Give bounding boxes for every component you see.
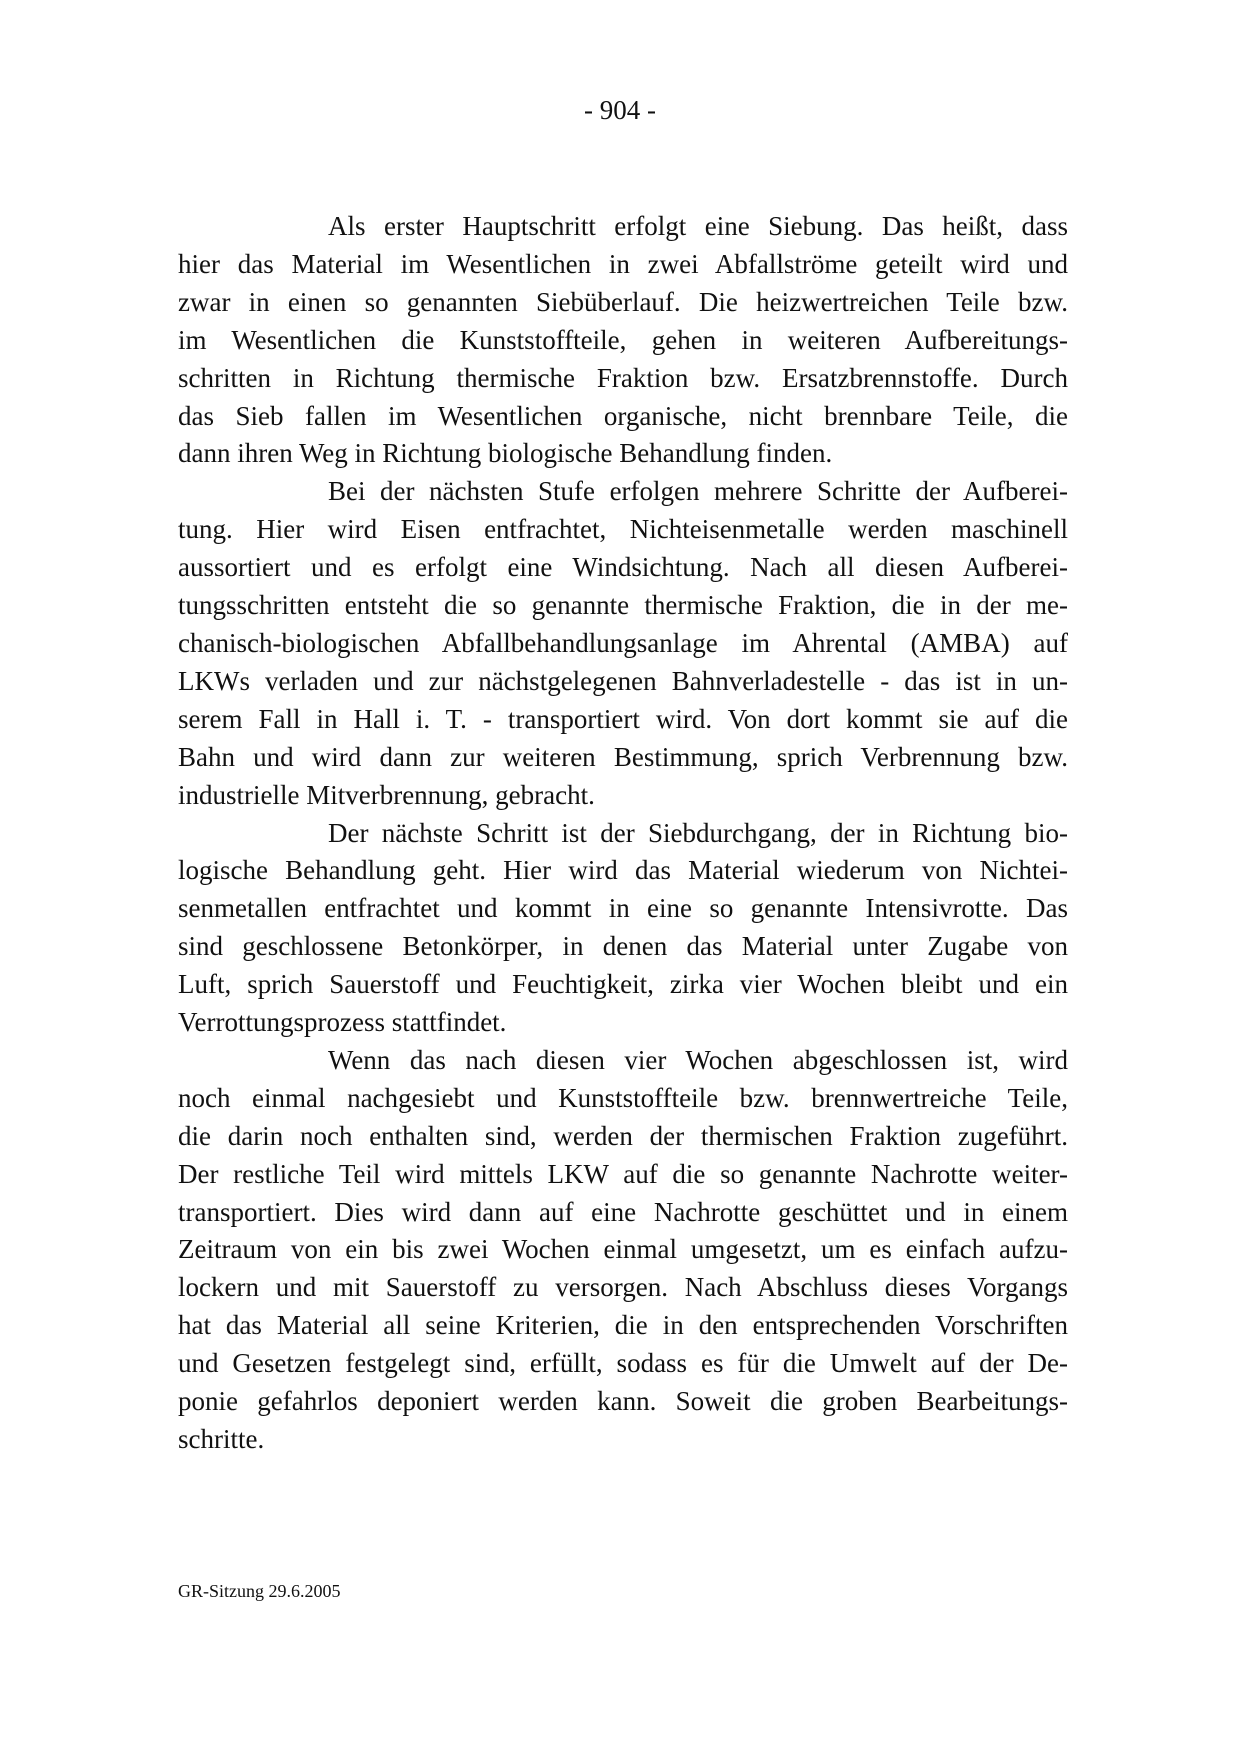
text-line: die darin noch enthalten sind, werden der thermischen Fraktion zugeführt. xyxy=(178,1120,1068,1151)
paragraph xyxy=(178,473,1068,814)
text-line: Zeitraum von ein bis zwei Wochen einmal umgesetzt, um es einfach aufzu- xyxy=(178,1234,1068,1265)
text-line: aussortiert und es erfolgt eine Windsichtung. Nach all diesen Aufberei- xyxy=(178,552,1068,583)
text-line: serem Fall in Hall i. T. - transportiert wird. Von dort kommt sie auf die xyxy=(178,703,1068,734)
text-line: industrielle Mitverbrennung, gebracht. xyxy=(178,779,595,810)
text-line: Verrottungsprozess stattfindet. xyxy=(178,1007,507,1038)
text-line: lockern und mit Sauerstoff zu versorgen. Nach Abschluss dieses Vorgangs xyxy=(178,1272,1068,1303)
text-line: Luft, sprich Sauerstoff und Feuchtigkeit, zirka vier Wochen bleibt und ein xyxy=(178,969,1068,1000)
body-text xyxy=(178,208,1068,1459)
text-line: noch einmal nachgesiebt und Kunststoffteile bzw. brennwertreiche Teile, xyxy=(178,1082,1068,1113)
paragraph xyxy=(178,815,1068,1042)
text-line: zwar in einen so genannten Siebüberlauf. Die heizwertreichen Teile bzw. xyxy=(178,286,1068,317)
text-line: Bahn und wird dann zur weiteren Bestimmung, sprich Verbrennung bzw. xyxy=(178,741,1068,772)
text-line: Der nächste Schritt ist der Siebdurchgang, der in Richtung bio- xyxy=(328,817,1068,848)
text-line: dann ihren Weg in Richtung biologische Behandlung finden. xyxy=(178,438,833,469)
text-line: logische Behandlung geht. Hier wird das Material wiederum von Nichtei- xyxy=(178,855,1068,886)
text-line: das Sieb fallen im Wesentlichen organische, nicht brennbare Teile, die xyxy=(178,400,1068,431)
page-number: - 904 - xyxy=(584,95,656,125)
text-line: tungsschritten entsteht die so genannte thermische Fraktion, die in der me- xyxy=(178,590,1068,621)
text-line: schritten in Richtung thermische Fraktion bzw. Ersatzbrennstoffe. Durch xyxy=(178,362,1068,393)
text-line: tung. Hier wird Eisen entfrachtet, Nichteisenmetalle werden maschinell xyxy=(178,514,1068,545)
paragraph xyxy=(178,208,1068,473)
text-line: Wenn das nach diesen vier Wochen abgeschlossen ist, wird xyxy=(328,1044,1068,1075)
text-line: sind geschlossene Betonkörper, in denen das Material unter Zugabe von xyxy=(178,931,1068,962)
text-line: Der restliche Teil wird mittels LKW auf die so genannte Nachrotte weiter- xyxy=(178,1158,1068,1189)
text-line: und Gesetzen festgelegt sind, erfüllt, sodass es für die Umwelt auf der De- xyxy=(178,1348,1068,1379)
paragraph xyxy=(178,1042,1068,1459)
text-line: hier das Material im Wesentlichen in zwei Abfallströme geteilt wird und xyxy=(178,248,1068,279)
text-line: Bei der nächsten Stufe erfolgen mehrere Schritte der Aufberei- xyxy=(328,476,1068,507)
text-line: hat das Material all seine Kriterien, die in den entsprechenden Vorschriften xyxy=(178,1310,1068,1341)
text-line: ponie gefahrlos deponiert werden kann. Soweit die groben Bearbeitungs- xyxy=(178,1386,1068,1417)
text-line: senmetallen entfrachtet und kommt in eine so genannte Intensivrotte. Das xyxy=(178,893,1068,924)
text-line: LKWs verladen und zur nächstgelegenen Bahnverladestelle - das ist in un- xyxy=(178,665,1068,696)
text-line: chanisch-biologischen Abfallbehandlungsanlage im Ahrental (AMBA) auf xyxy=(178,627,1068,658)
footer: GR-Sitzung 29.6.2005 xyxy=(178,1581,341,1601)
text-line: Als erster Hauptschritt erfolgt eine Siebung. Das heißt, dass xyxy=(328,211,1068,241)
text-line: transportiert. Dies wird dann auf eine Nachrotte geschüttet und in einem xyxy=(178,1196,1068,1227)
text-line: im Wesentlichen die Kunststoffteile, gehen in weiteren Aufbereitungs- xyxy=(178,324,1068,355)
text-line: schritte. xyxy=(178,1424,265,1454)
